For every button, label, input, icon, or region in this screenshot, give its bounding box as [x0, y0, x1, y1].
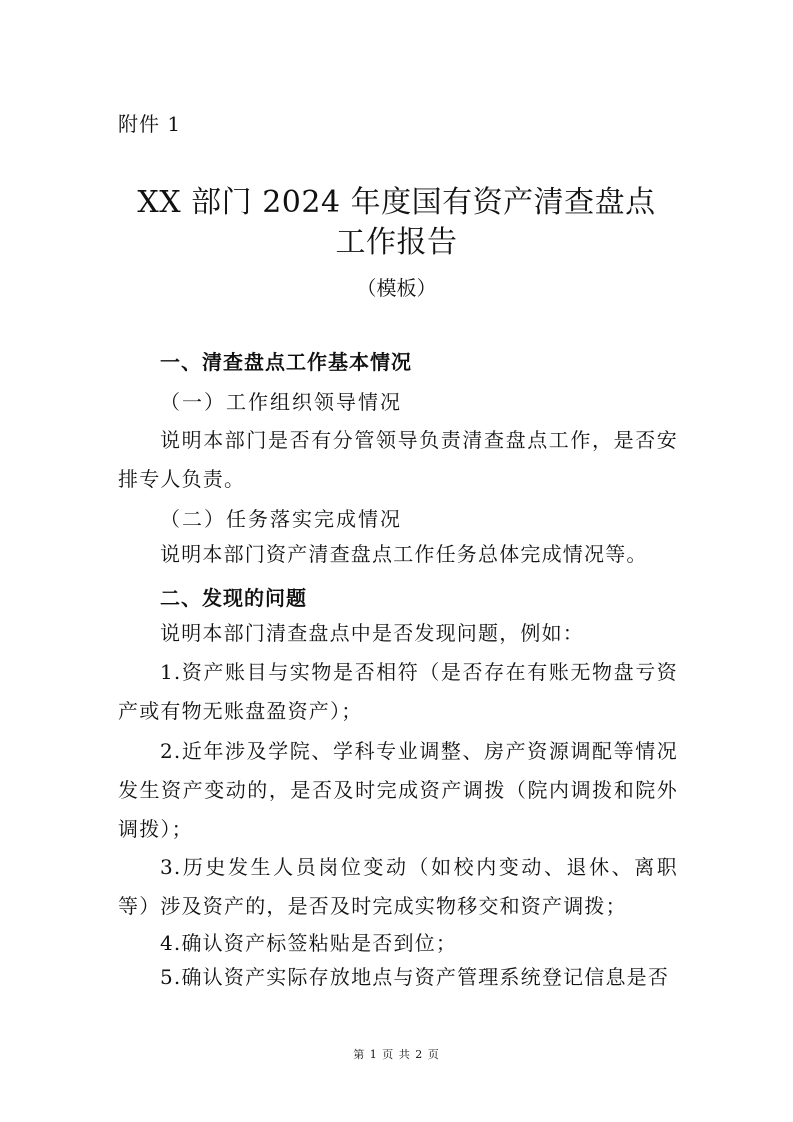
problem-item-1: 1.资产账目与实物是否相符（是否存在有账无物盘亏资产或有物无账盘盈资产）；: [118, 660, 678, 723]
section-1-sub-2-heading: （二）任务落实完成情况: [160, 507, 402, 531]
problem-item-3: 3.历史发生人员岗位变动（如校内变动、退休、离职等）涉及资产的，是否及时完成实物移交和资产调拨；: [118, 855, 678, 918]
document-title-line-2: 工作报告: [335, 225, 458, 260]
page-footer: 第 1 页 共 2 页: [353, 1048, 440, 1061]
section-2-intro: 说明本部门清查盘点中是否发现问题，例如：: [160, 621, 584, 645]
section-1-sub-1-text: 说明本部门是否有分管领导负责清查盘点工作，是否安排专人负责。: [118, 428, 678, 491]
document-title-line-1: XX 部门 2024 年度国有资产清查盘点: [137, 185, 656, 220]
section-1-sub-1-heading: （一）工作组织领导情况: [160, 390, 402, 414]
attachment-label: 附件 1: [118, 112, 182, 136]
section-2-heading: 二、发现的问题: [160, 586, 307, 610]
problem-item-5: 5.确认资产实际存放地点与资产管理系统登记信息是否: [160, 965, 670, 989]
document-subtitle: （模板）: [356, 276, 437, 300]
problem-item-2: 2.近年涉及学院、学科专业调整、房产资源调配等情况发生资产变动的，是否及时完成资产调拨（院内调拨和院外调拨）；: [118, 739, 678, 841]
section-1-heading: 一、清查盘点工作基本情况: [160, 350, 412, 374]
problem-item-4: 4.确认资产标签粘贴是否到位；: [160, 931, 458, 955]
section-1-sub-2-text: 说明本部门资产清查盘点工作任务总体完成情况等。: [160, 542, 648, 566]
